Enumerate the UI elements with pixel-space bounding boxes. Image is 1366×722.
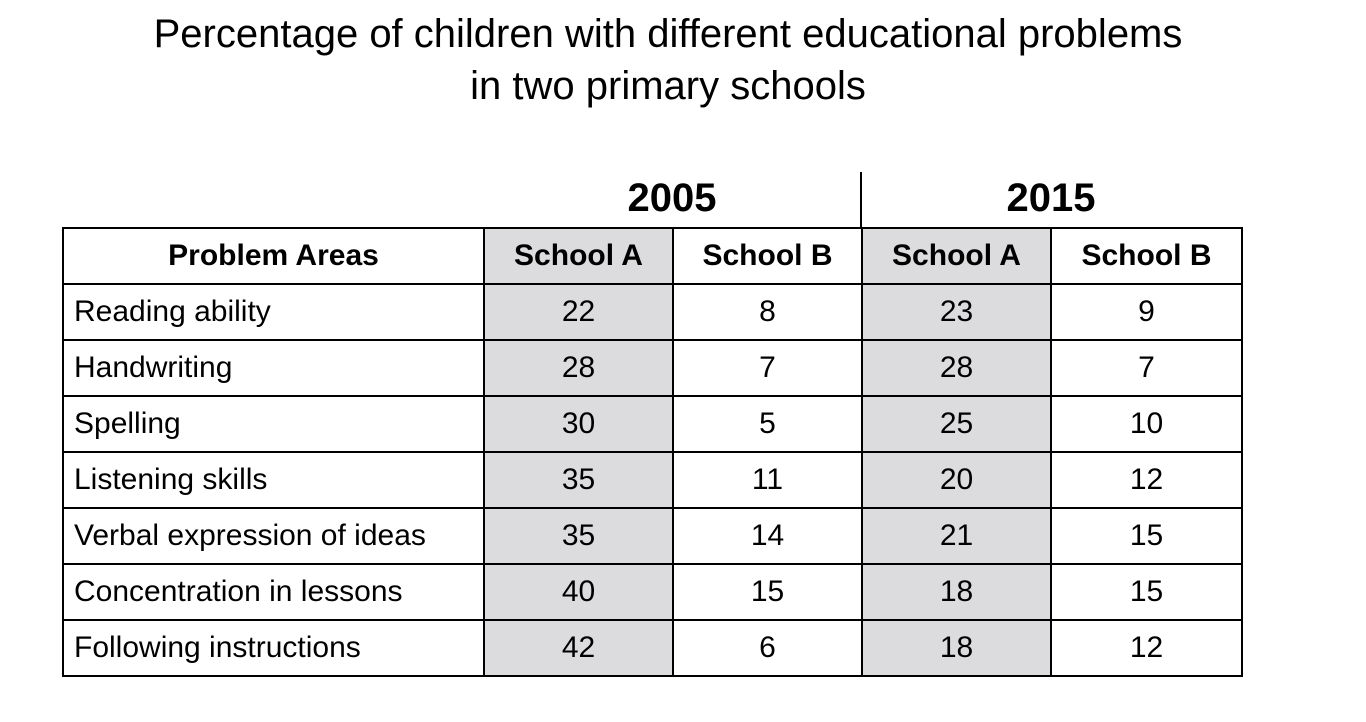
value-cell-2005-school-a: 40 <box>484 564 673 620</box>
table-row <box>63 620 1242 676</box>
problem-area-cell: Listening skills <box>63 452 484 508</box>
chart-title-line-1: Percentage of children with different educational problems <box>153 12 1183 56</box>
value-cell-2015-school-b: 15 <box>1051 508 1242 564</box>
value-cell-2005-school-b: 14 <box>673 508 862 564</box>
table-row <box>63 508 1242 564</box>
value-cell-2015-school-b: 12 <box>1051 452 1242 508</box>
value-cell-2005-school-a: 35 <box>484 452 673 508</box>
table-row <box>63 340 1242 396</box>
value-cell-2015-school-b: 15 <box>1051 564 1242 620</box>
value-cell-2015-school-a: 20 <box>862 452 1051 508</box>
chart-title-line-2: in two primary schools <box>470 64 866 108</box>
value-cell-2005-school-a: 35 <box>484 508 673 564</box>
value-cell-2015-school-b: 7 <box>1051 340 1242 396</box>
value-cell-2015-school-a: 28 <box>862 340 1051 396</box>
value-cell-2015-school-a: 21 <box>862 508 1051 564</box>
value-cell-2005-school-a: 30 <box>484 396 673 452</box>
value-cell-2015-school-a: 18 <box>862 564 1051 620</box>
value-cell-2005-school-b: 5 <box>673 396 862 452</box>
data-table <box>62 227 1243 677</box>
column-header-2005-school-a: School A <box>484 228 673 284</box>
problem-area-cell: Spelling <box>63 396 484 452</box>
table-row <box>63 284 1242 340</box>
column-header-2015-school-a: School A <box>862 228 1051 284</box>
column-header-2005-school-b: School B <box>673 228 862 284</box>
value-cell-2005-school-b: 8 <box>673 284 862 340</box>
year-label-2015: 2015 <box>1006 176 1096 220</box>
value-cell-2005-school-a: 42 <box>484 620 673 676</box>
problem-area-cell: Following instructions <box>63 620 484 676</box>
table-row <box>63 452 1242 508</box>
value-cell-2015-school-a: 25 <box>862 396 1051 452</box>
value-cell-2015-school-b: 10 <box>1051 396 1242 452</box>
value-cell-2005-school-b: 15 <box>673 564 862 620</box>
column-header-2015-school-b: School B <box>1051 228 1242 284</box>
value-cell-2005-school-b: 7 <box>673 340 862 396</box>
value-cell-2005-school-a: 22 <box>484 284 673 340</box>
header-row <box>63 228 1242 284</box>
table-row <box>63 396 1242 452</box>
value-cell-2015-school-b: 12 <box>1051 620 1242 676</box>
table-body <box>63 284 1242 676</box>
value-cell-2005-school-b: 11 <box>673 452 862 508</box>
column-header-problem-areas: Problem Areas <box>63 228 484 284</box>
table-row <box>63 564 1242 620</box>
chart-title <box>0 8 1336 112</box>
problem-area-cell: Concentration in lessons <box>63 564 484 620</box>
problem-area-cell: Handwriting <box>63 340 484 396</box>
value-cell-2015-school-a: 23 <box>862 284 1051 340</box>
problem-area-cell: Reading ability <box>63 284 484 340</box>
value-cell-2015-school-a: 18 <box>862 620 1051 676</box>
year-label-2005: 2005 <box>627 176 717 220</box>
value-cell-2015-school-b: 9 <box>1051 284 1242 340</box>
problem-area-cell: Verbal expression of ideas <box>63 508 484 564</box>
value-cell-2005-school-b: 6 <box>673 620 862 676</box>
value-cell-2005-school-a: 28 <box>484 340 673 396</box>
